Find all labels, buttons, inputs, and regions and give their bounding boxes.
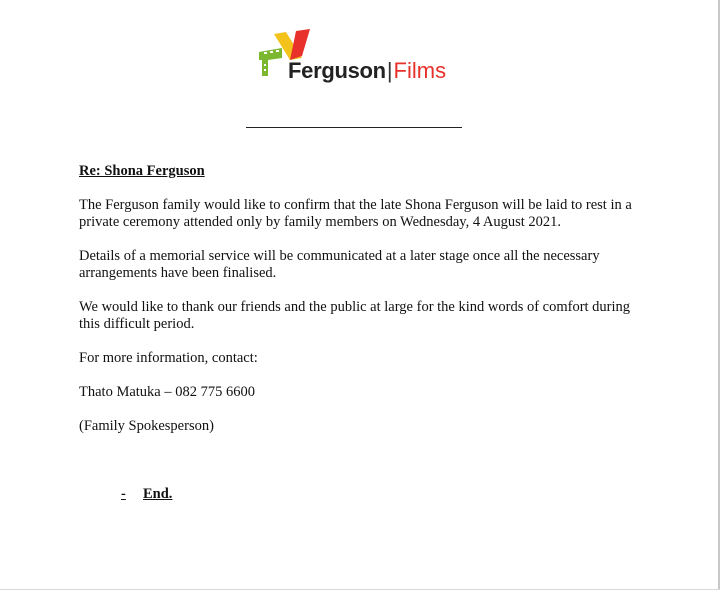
header-divider [246, 127, 462, 128]
end-dash: - [121, 486, 126, 502]
logo-wordmark [288, 58, 446, 84]
paragraph-thanks: We would like to thank our friends and the public at large for the kind words of comfort during this difficult period. [79, 299, 631, 332]
paragraph-memorial-details: Details of a memorial service will be communicated at a later stage once all the necessary arrangements have been finalised. [79, 248, 600, 281]
logo-word-ferguson: Ferguson [288, 58, 386, 83]
paragraph-burial-announcement: The Ferguson family would like to confirm that the late Shona Ferguson will be laid to rest in a private ceremony attended only by family members on Wednesday, 4 August 2021. [79, 197, 632, 230]
contact-name-phone: Thato Matuka – 082 775 6600 [79, 384, 255, 400]
paragraph-contact-intro: For more information, contact: [79, 350, 258, 366]
logo-separator: | [386, 58, 393, 83]
end-text: End. [143, 486, 173, 502]
letter-body [79, 163, 649, 452]
ferguson-films-logo [258, 28, 458, 88]
contact-role: (Family Spokesperson) [79, 418, 214, 434]
subject-line: Re: Shona Ferguson [79, 163, 205, 179]
logo-word-films: Films [393, 58, 447, 83]
end-marker [121, 486, 172, 503]
